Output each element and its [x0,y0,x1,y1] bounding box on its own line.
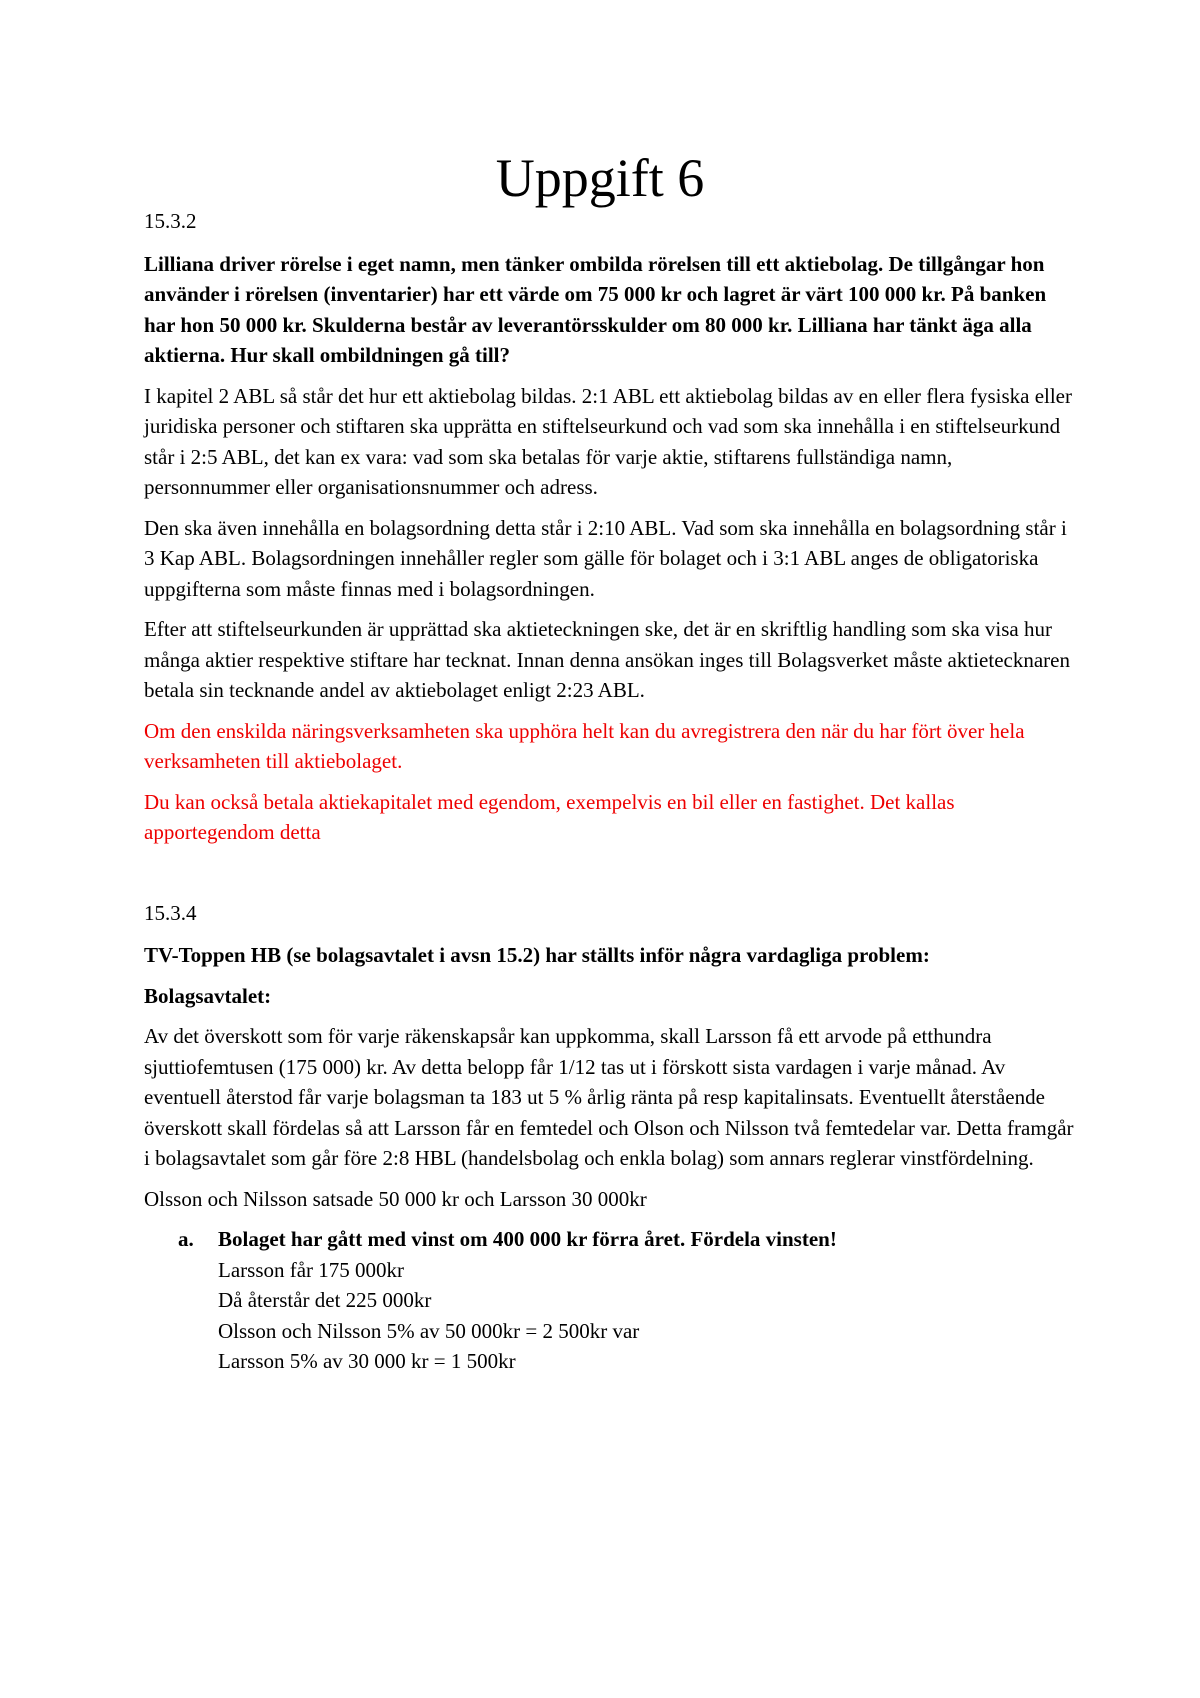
answer-line: Olsson och Nilsson 5% av 50 000kr = 2 500kr var [218,1318,640,1343]
section1-paragraph-2: Den ska även innehålla en bolagsordning detta står i 2:10 ABL. Vad som ska innehålla en bolagsordning står i 3 Kap ABL. Bolagsordningen innehåller regler som gälle för bolaget och i 3:1 ABL anges de obligatoriska uppgifterna som måste finnas med i bolagsordningen. [144,515,1067,601]
section-spacer [144,858,1074,898]
list-item [144,1224,1074,1377]
section1-red-paragraph-1: Om den enskilda näringsverksamheten ska upphöra helt kan du avregistrera den när du har fört över hela verksamheten till aktiebolaget. [144,718,1025,773]
section-number-1: 15.3.2 [144,209,197,233]
section-number-2: 15.3.4 [144,900,197,925]
answer-line: Då återstår det 225 000kr [218,1288,432,1312]
section2-question: TV-Toppen HB (se bolagsavtalet i avsn 15.2) har ställts inför några vardagliga problem: [144,943,930,967]
list-marker: a. [178,1227,194,1251]
page-title: Uppgift 6 [495,148,705,208]
section1-red-paragraph-2: Du kan också betala aktiekapitalet med egendom, exempelvis en bil eller en fastighet. Det kallas apportegendom detta [144,789,955,844]
list-answer-lines [218,1255,1074,1377]
answer-line: Larsson får 175 000kr [218,1257,405,1282]
document-body [144,206,1074,1377]
section1-question: Lilliana driver rörelse i eget namn, men tänker ombilda rörelsen till ett aktiebolag. De tillgångar hon använder i rörelsen (inventarier) har ett värde om 75 000 kr och lagret är värt 100 000 kr. På banken har hon 50 000 kr. Skulderna består av leverantörsskulder om 80 000 kr. Lilliana har tänkt äga alla aktierna. Hur skall ombildningen gå till? [144,251,1047,367]
list-question: Bolaget har gått med vinst om 400 000 kr förra året. Fördela vinsten! [218,1227,837,1251]
section2-paragraph: Av det överskott som för varje räkenskapsår kan uppkomma, skall Larsson få ett arvode på etthundra sjuttiofemtusen (175 000) kr. Av detta belopp får 1/12 tas ut i förskott sista vardagen i varje månad. Av eventuell återstod får varje bolagsman ta 183 ut 5 % årlig ränta på resp kapitalinsats. Eventuellt återstående överskott skall fördelas så att Larsson får en femtedel och Olson och Nilsson två femtedelar var. Detta framgår i bolagsavtalet som går före 2:8 HBL (handelsbolag och enkla bolag) som annars reglerar vinstfördelning. [144,1024,1074,1170]
section1-paragraph-1: I kapitel 2 ABL så står det hur ett aktiebolag bildas. 2:1 ABL ett aktiebolag bildas av en eller flera fysiska eller juridiska personer och stiftaren ska upprätta en stiftelseurkund och vad som ska innehålla i en stiftelseurkund står i 2:5 ABL, det kan ex vara: vad som ska betalas för varje aktie, stiftarens fullständiga namn, personnummer eller organisationsnummer och adress. [144,383,1072,499]
section1-paragraph-3: Efter att stiftelseurkunden är upprättad ska aktieteckningen ske, det är en skriftlig handling som ska visa hur många aktier respektive stiftare har tecknat. Innan denna ansökan inges till Bolagsverket måste aktietecknaren betala sin tecknande andel av aktiebolaget enligt 2:23 ABL. [144,617,1070,702]
section2-subheading: Bolagsavtalet: [144,983,272,1008]
answer-line: Larsson 5% av 30 000 kr = 1 500kr [218,1349,516,1373]
section2-investment: Olsson och Nilsson satsade 50 000 kr och Larsson 30 000kr [144,1186,647,1211]
